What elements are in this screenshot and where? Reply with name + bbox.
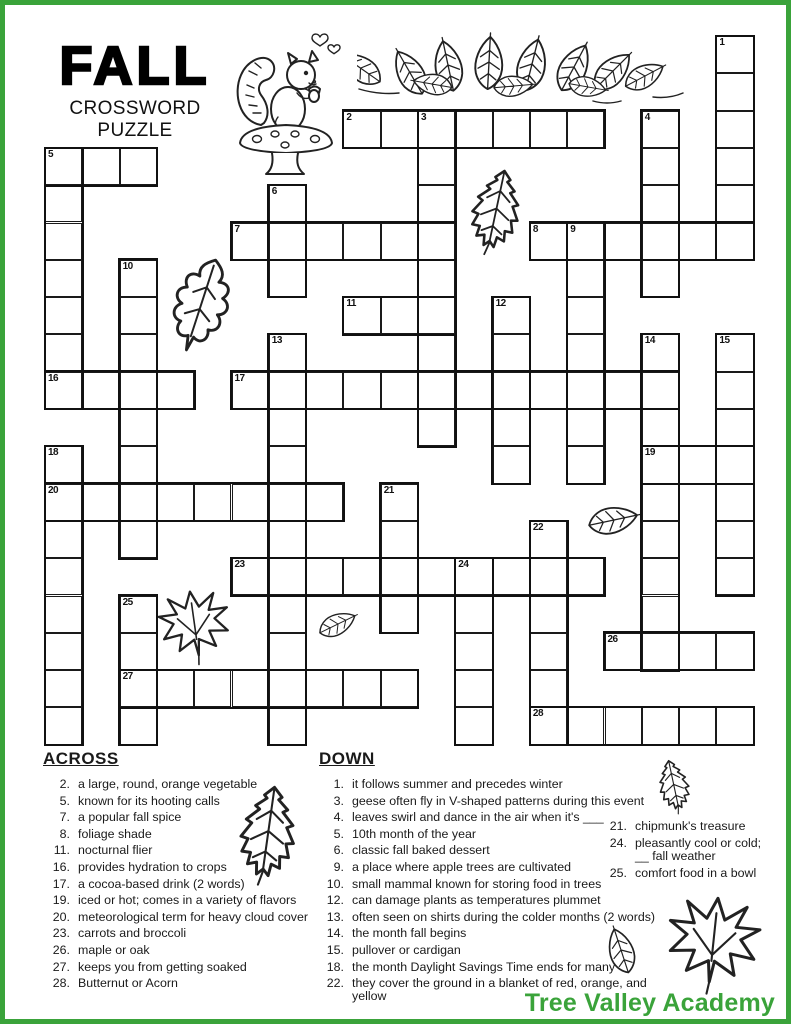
grid-cell[interactable] xyxy=(418,111,455,148)
clue-item xyxy=(603,867,775,880)
grid-cell[interactable] xyxy=(45,148,82,185)
grid-cell[interactable] xyxy=(418,297,455,334)
grid-cell[interactable] xyxy=(306,372,343,409)
clue-text: leaves swirl and dance in the air when it's ___ xyxy=(352,810,604,825)
grid-cell[interactable] xyxy=(642,111,679,148)
grid-cell[interactable] xyxy=(120,521,157,558)
grid-cell[interactable] xyxy=(642,596,679,633)
grid-cell[interactable] xyxy=(493,446,530,483)
clue-item xyxy=(43,911,321,924)
grid-cell[interactable] xyxy=(306,558,343,595)
grid-cell[interactable] xyxy=(269,596,306,633)
grid-cell[interactable] xyxy=(381,670,418,707)
grid-cell[interactable] xyxy=(642,446,679,483)
grid-cell[interactable] xyxy=(343,558,380,595)
grid-cell[interactable] xyxy=(642,185,679,222)
cell-number: 22 xyxy=(532,521,544,533)
clue-item xyxy=(319,944,667,957)
grid-cell[interactable] xyxy=(157,372,194,409)
clue-item xyxy=(603,837,775,862)
clue-text: a popular fall spice xyxy=(78,810,182,825)
cell-number: 25 xyxy=(122,596,133,608)
clue-number: 23. xyxy=(52,926,70,941)
grid-cell[interactable] xyxy=(567,446,604,483)
clue-number: 5. xyxy=(333,826,344,841)
clue-text: pleasantly cool or cold; __ fall weather xyxy=(635,836,762,863)
grid-cell[interactable] xyxy=(455,596,492,633)
grid-cell[interactable] xyxy=(269,223,306,260)
cell-number: 17 xyxy=(234,372,245,384)
grid-cell[interactable] xyxy=(418,148,455,185)
grid-cell[interactable] xyxy=(381,596,418,633)
grid-cell[interactable] xyxy=(716,223,753,260)
grid-cell[interactable] xyxy=(120,297,157,334)
clue-number: 20. xyxy=(52,909,70,924)
cell-number: 13 xyxy=(271,335,282,347)
grid-cell[interactable] xyxy=(605,633,642,670)
clue-text: comfort food in a bowl xyxy=(635,865,757,880)
grid-cell[interactable] xyxy=(381,558,418,595)
grid-cell[interactable] xyxy=(381,484,418,521)
grid-cell[interactable] xyxy=(567,260,604,297)
clue-text: a cocoa-based drink (2 words) xyxy=(78,876,245,891)
grid-cell[interactable] xyxy=(381,372,418,409)
grid-cell[interactable] xyxy=(269,409,306,446)
grid-cell[interactable] xyxy=(82,148,119,185)
grid-cell[interactable] xyxy=(120,334,157,371)
cell-number: 24 xyxy=(458,559,469,571)
grid-cell[interactable] xyxy=(567,409,604,446)
clue-item xyxy=(319,778,667,791)
clue-number: 10. xyxy=(326,876,344,891)
clue-number: 14. xyxy=(326,926,344,941)
grid-cell[interactable] xyxy=(642,707,679,744)
grid-cell[interactable] xyxy=(418,558,455,595)
grid-cell[interactable] xyxy=(269,185,306,222)
grid-cell[interactable] xyxy=(530,521,567,558)
grid-cell[interactable] xyxy=(343,670,380,707)
clue-text: carrots and broccoli xyxy=(78,926,187,941)
grid-cell[interactable] xyxy=(45,596,82,633)
grid-cell[interactable] xyxy=(493,297,530,334)
grid-cell[interactable] xyxy=(716,36,753,73)
grid-cell[interactable] xyxy=(642,558,679,595)
grid-cell[interactable] xyxy=(493,334,530,371)
grid-cell[interactable] xyxy=(716,558,753,595)
grid-cell[interactable] xyxy=(716,409,753,446)
grid-cell[interactable] xyxy=(82,372,119,409)
grid-cell[interactable] xyxy=(716,633,753,670)
clue-item xyxy=(319,894,667,907)
cell-number: 28 xyxy=(532,708,544,720)
cell-number: 3 xyxy=(421,111,427,123)
grid-cell[interactable] xyxy=(120,633,157,670)
grid-cell[interactable] xyxy=(269,484,306,521)
clue-number: 12. xyxy=(326,893,344,908)
grid-cell[interactable] xyxy=(642,484,679,521)
cell-number: 18 xyxy=(48,447,59,459)
cell-number: 23 xyxy=(234,559,245,571)
grid-cell[interactable] xyxy=(530,596,567,633)
grid-cell[interactable] xyxy=(157,670,194,707)
grid-cell[interactable] xyxy=(45,223,82,260)
grid-cell[interactable] xyxy=(232,558,269,595)
grid-cell[interactable] xyxy=(493,558,530,595)
grid-cell[interactable] xyxy=(232,670,269,707)
grid-cell[interactable] xyxy=(45,372,82,409)
grid-cell[interactable] xyxy=(306,223,343,260)
down-heading: DOWN xyxy=(319,749,375,768)
clue-text: iced or hot; comes in a variety of flavors xyxy=(78,893,297,908)
grid-cell[interactable] xyxy=(567,223,604,260)
across-heading: ACROSS xyxy=(43,749,119,768)
clue-number: 3. xyxy=(333,793,344,808)
cell-number: 27 xyxy=(122,671,133,683)
across-clue-list xyxy=(43,778,321,990)
grid-cell[interactable] xyxy=(418,334,455,371)
grid-cell[interactable] xyxy=(232,372,269,409)
clue-number: 15. xyxy=(326,943,344,958)
clue-number: 2. xyxy=(59,777,70,791)
clue-item xyxy=(43,944,321,957)
grid-cell[interactable] xyxy=(82,484,119,521)
clue-number: 1. xyxy=(333,777,344,791)
clue-text: pullover or cardigan xyxy=(352,943,461,958)
clue-number: 6. xyxy=(333,843,344,858)
clue-text: meteorological term for heavy cloud cover xyxy=(78,909,309,924)
clue-text: the month fall begins xyxy=(352,926,467,941)
grid-cell[interactable] xyxy=(642,409,679,446)
cell-number: 6 xyxy=(271,186,277,198)
grid-cell[interactable] xyxy=(642,633,679,670)
clue-number: 25. xyxy=(609,865,627,880)
clue-item xyxy=(43,861,321,874)
grid-cell[interactable] xyxy=(120,596,157,633)
cell-number: 9 xyxy=(570,223,576,235)
clue-number: 26. xyxy=(52,943,70,958)
grid-cell[interactable] xyxy=(120,372,157,409)
clue-number: 9. xyxy=(333,860,344,875)
clue-item xyxy=(43,927,321,940)
crossword-grid xyxy=(5,5,791,750)
clue-number: 18. xyxy=(326,959,344,974)
clue-number: 19. xyxy=(52,893,70,908)
grid-cell[interactable] xyxy=(455,633,492,670)
leaf-icon xyxy=(652,889,774,1002)
grid-cell[interactable] xyxy=(306,670,343,707)
grid-cell[interactable] xyxy=(194,670,231,707)
grid-cell[interactable] xyxy=(455,558,492,595)
grid-cell[interactable] xyxy=(567,297,604,334)
grid-cell[interactable] xyxy=(269,334,306,371)
grid-cell[interactable] xyxy=(45,260,82,297)
clue-text: provides hydration to crops xyxy=(78,860,227,875)
grid-cell[interactable] xyxy=(567,707,604,744)
grid-cell[interactable] xyxy=(269,670,306,707)
clue-text: often seen on shirts during the colder months (2 words) xyxy=(352,909,656,924)
clue-text: a large, round, orange vegetable xyxy=(78,777,258,791)
clue-text: maple or oak xyxy=(78,943,150,958)
page-title: FALL xyxy=(59,36,211,96)
clue-number: 28. xyxy=(52,976,70,991)
grid-cell[interactable] xyxy=(530,633,567,670)
cell-number: 7 xyxy=(234,223,240,235)
grid-cell[interactable] xyxy=(381,223,418,260)
clue-number: 13. xyxy=(326,909,344,924)
grid-cell[interactable] xyxy=(530,372,567,409)
page-subtitle: CROSSWORD PUZZLE xyxy=(69,98,201,141)
grid-cell[interactable] xyxy=(269,446,306,483)
grid-cell[interactable] xyxy=(120,148,157,185)
grid-cell[interactable] xyxy=(45,185,82,222)
grid-cell[interactable] xyxy=(381,521,418,558)
grid-cell[interactable] xyxy=(45,297,82,334)
grid-cell[interactable] xyxy=(679,707,716,744)
clue-number: 17. xyxy=(52,876,70,891)
grid-cell[interactable] xyxy=(157,484,194,521)
clue-text: Butternut or Acorn xyxy=(78,976,178,991)
grid-cell[interactable] xyxy=(120,707,157,744)
grid-cell[interactable] xyxy=(493,409,530,446)
grid-cell[interactable] xyxy=(45,334,82,371)
grid-cell[interactable] xyxy=(45,558,82,595)
down-clue-list xyxy=(319,778,667,1002)
clue-text: known for its hooting calls xyxy=(78,793,220,808)
grid-cell[interactable] xyxy=(232,223,269,260)
grid-cell[interactable] xyxy=(642,372,679,409)
clue-number: 21. xyxy=(609,819,627,833)
clue-number: 8. xyxy=(59,826,70,841)
grid-cell[interactable] xyxy=(716,334,753,371)
grid-cell[interactable] xyxy=(232,484,269,521)
cell-number: 12 xyxy=(495,298,506,310)
clue-item xyxy=(319,927,667,940)
cell-number: 20 xyxy=(48,484,59,496)
grid-cell[interactable] xyxy=(679,446,716,483)
clue-text: chipmunk's treasure xyxy=(635,819,746,833)
grid-cell[interactable] xyxy=(530,670,567,707)
grid-cell[interactable] xyxy=(418,260,455,297)
clue-item xyxy=(43,828,321,841)
grid-cell[interactable] xyxy=(455,372,492,409)
grid-cell[interactable] xyxy=(194,484,231,521)
grid-cell[interactable] xyxy=(45,707,82,744)
clue-item xyxy=(319,961,667,974)
grid-cell[interactable] xyxy=(716,446,753,483)
grid-cell[interactable] xyxy=(716,521,753,558)
clue-item xyxy=(603,820,775,833)
grid-cell[interactable] xyxy=(120,260,157,297)
clue-text: they cover the ground in a blanket of red, orange, and yellow xyxy=(352,976,647,1003)
clue-number: 4. xyxy=(333,810,344,825)
clue-text: the month Daylight Savings Time ends for many xyxy=(352,959,616,974)
grid-cell[interactable] xyxy=(605,707,642,744)
grid-cell[interactable] xyxy=(530,707,567,744)
grid-cell[interactable] xyxy=(455,111,492,148)
site-name: Tree Valley Academy xyxy=(524,989,775,1017)
grid-cell[interactable] xyxy=(45,446,82,483)
grid-cell[interactable] xyxy=(530,558,567,595)
grid-cell[interactable] xyxy=(120,670,157,707)
cell-number: 4 xyxy=(644,111,650,123)
grid-cell[interactable] xyxy=(642,521,679,558)
grid-cell[interactable] xyxy=(343,372,380,409)
grid-cell[interactable] xyxy=(605,223,642,260)
grid-cell[interactable] xyxy=(418,223,455,260)
clue-item xyxy=(43,844,321,857)
cell-number: 10 xyxy=(122,260,133,272)
cell-number: 1 xyxy=(719,37,725,48)
clue-item xyxy=(43,795,321,808)
grid-cell[interactable] xyxy=(716,73,753,110)
grid-cell[interactable] xyxy=(381,111,418,148)
clue-number: 11. xyxy=(53,843,70,858)
grid-cell[interactable] xyxy=(605,372,642,409)
grid-cell[interactable] xyxy=(716,148,753,185)
grid-cell[interactable] xyxy=(567,334,604,371)
clue-text: foliage shade xyxy=(78,826,152,841)
clue-text: a place where apple trees are cultivated xyxy=(352,860,572,875)
clue-number: 24. xyxy=(609,836,627,851)
clue-text: geese often fly in V-shaped patterns during this event xyxy=(352,793,645,808)
clue-item xyxy=(43,811,321,824)
grid-cell[interactable] xyxy=(45,521,82,558)
grid-cell[interactable] xyxy=(120,409,157,446)
clue-item xyxy=(319,795,667,808)
clue-item xyxy=(43,977,321,990)
grid-cell[interactable] xyxy=(45,670,82,707)
clue-item xyxy=(43,894,321,907)
grid-cell[interactable] xyxy=(642,334,679,371)
grid-cell[interactable] xyxy=(418,185,455,222)
clue-text: small mammal known for storing food in trees xyxy=(352,876,602,891)
grid-cell[interactable] xyxy=(716,372,753,409)
clue-text: keeps you from getting soaked xyxy=(78,959,247,974)
clue-item xyxy=(43,961,321,974)
clue-item xyxy=(319,911,667,924)
grid-cell[interactable] xyxy=(716,484,753,521)
clue-item xyxy=(43,778,321,791)
cell-number: 21 xyxy=(383,484,394,496)
grid-cell[interactable] xyxy=(45,633,82,670)
cell-number: 11 xyxy=(346,298,356,310)
grid-cell[interactable] xyxy=(455,707,492,744)
grid-cell[interactable] xyxy=(269,260,306,297)
grid-cell[interactable] xyxy=(418,372,455,409)
grid-cell[interactable] xyxy=(120,484,157,521)
clue-number: 27. xyxy=(52,959,70,974)
cell-number: 19 xyxy=(644,447,655,459)
down-clue-list-right xyxy=(603,820,775,884)
grid-cell[interactable] xyxy=(455,670,492,707)
grid-cell[interactable] xyxy=(269,707,306,744)
clue-number: 7. xyxy=(59,810,70,825)
grid-cell[interactable] xyxy=(269,372,306,409)
clue-number: 16. xyxy=(52,860,70,875)
grid-cell[interactable] xyxy=(381,297,418,334)
cell-number: 8 xyxy=(532,223,538,235)
grid-cell[interactable] xyxy=(530,223,567,260)
grid-cell[interactable] xyxy=(343,297,380,334)
clue-text: classic fall baked dessert xyxy=(352,843,490,858)
grid-cell[interactable] xyxy=(45,484,82,521)
grid-cell[interactable] xyxy=(493,372,530,409)
grid-cell[interactable] xyxy=(567,111,604,148)
grid-cell[interactable] xyxy=(269,558,306,595)
clue-text: 10th month of the year xyxy=(352,826,476,841)
grid-cell[interactable] xyxy=(530,111,567,148)
grid-cell[interactable] xyxy=(642,148,679,185)
cell-number: 16 xyxy=(48,372,59,384)
cell-number: 15 xyxy=(719,335,730,347)
cell-number: 14 xyxy=(644,335,655,347)
grid-cell[interactable] xyxy=(679,223,716,260)
across-section xyxy=(43,749,321,994)
grid-cell[interactable] xyxy=(679,633,716,670)
grid-cell[interactable] xyxy=(493,111,530,148)
cell-number: 5 xyxy=(48,148,54,160)
grid-cell[interactable] xyxy=(269,633,306,670)
cell-number: 2 xyxy=(346,111,352,123)
clue-text: it follows summer and precedes winter xyxy=(352,777,563,791)
clue-number: 22. xyxy=(326,976,344,991)
grid-cell[interactable] xyxy=(567,558,604,595)
grid-cell[interactable] xyxy=(418,409,455,446)
grid-cell[interactable] xyxy=(120,446,157,483)
grid-cell[interactable] xyxy=(567,372,604,409)
cell-number: 26 xyxy=(607,633,618,645)
grid-cell[interactable] xyxy=(343,111,380,148)
grid-cell[interactable] xyxy=(716,707,753,744)
grid-cell[interactable] xyxy=(306,484,343,521)
clue-text: can damage plants as temperatures plummet xyxy=(352,893,601,908)
grid-cell[interactable] xyxy=(642,260,679,297)
clue-number: 5. xyxy=(59,793,70,808)
grid-cell[interactable] xyxy=(642,223,679,260)
grid-cell[interactable] xyxy=(716,111,753,148)
clue-text: nocturnal flier xyxy=(78,843,153,858)
grid-cell[interactable] xyxy=(343,223,380,260)
grid-cell[interactable] xyxy=(716,185,753,222)
clue-item xyxy=(43,878,321,891)
grid-cell[interactable] xyxy=(269,521,306,558)
